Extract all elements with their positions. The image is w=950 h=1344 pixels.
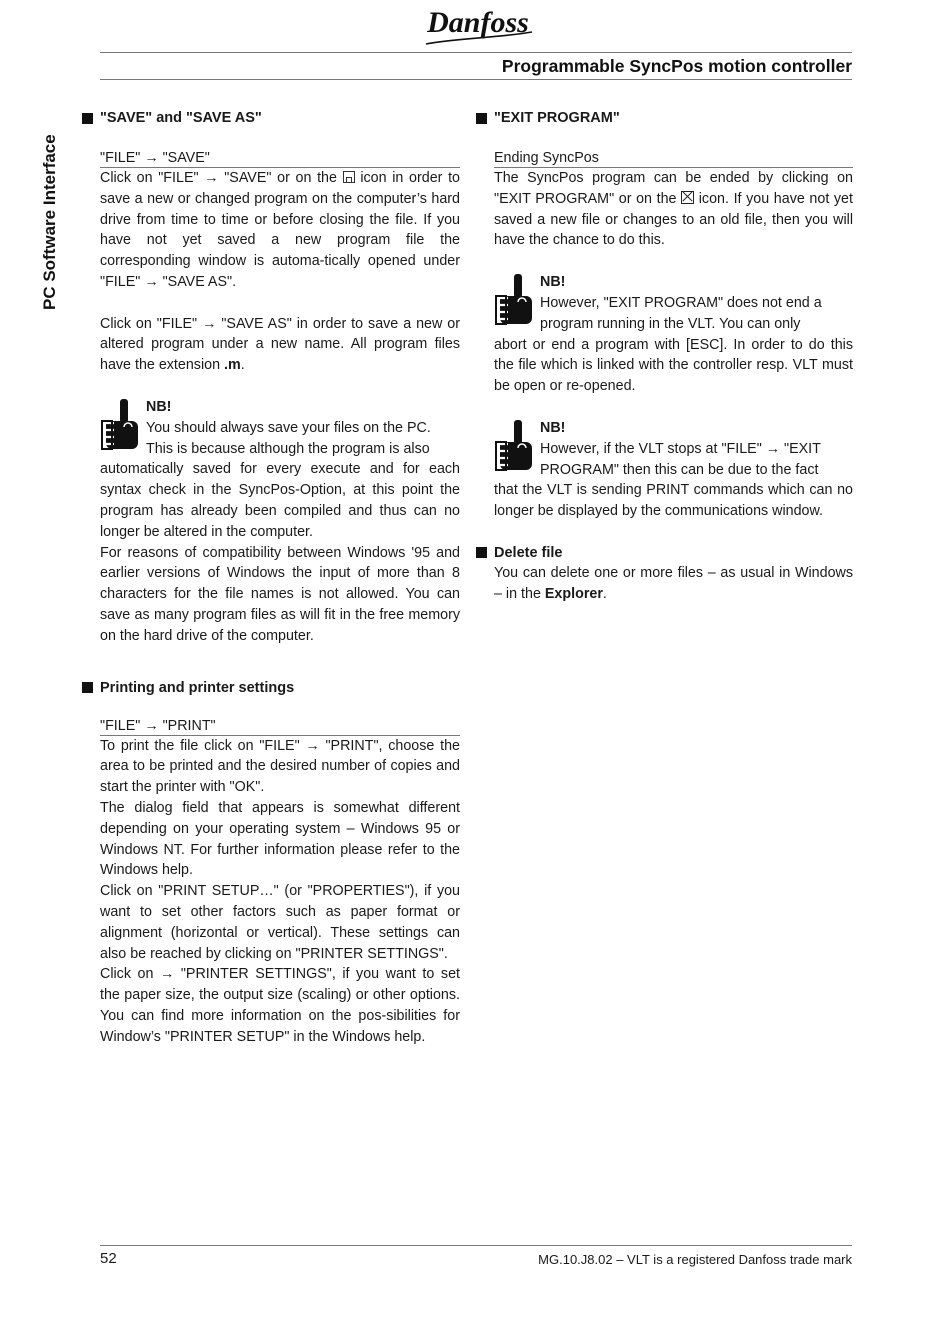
- danfoss-logo: [418, 2, 538, 48]
- nb-label: NB!: [146, 398, 172, 415]
- side-section-label: PC Software Interface: [40, 134, 59, 310]
- section-heading-exit: "EXIT PROGRAM": [476, 108, 853, 128]
- save-paragraph-compat: For reasons of compatibility between Windows '95 and earlier versions of Windows the input of more than 8 characters for the file names is not allowed. You can save as many program files as will fit in the free memory on the hard drive of the computer.: [100, 544, 460, 644]
- pointing-hand-icon: [494, 418, 534, 476]
- header-rule-bottom: [100, 79, 852, 80]
- exit-paragraph-1: The SyncPos program can be ended by clicking on "EXIT PROGRAM" or on the icon. If you have not yet saved a new file or changes to an old file, then you will have the chance to do this.: [494, 170, 853, 249]
- left-column: [82, 108, 460, 1047]
- print-paragraph-2: The dialog field that appears is somewhat different depending on your operating system – Windows 95 or Windows NT. For further information please refer to the Windows help.: [100, 799, 460, 879]
- section-heading-print: Printing and printer settings: [82, 678, 460, 698]
- delete-paragraph: You can delete one or more files – as usual in Windows – in the Explorer.: [494, 564, 853, 602]
- nb-note-exit-2: NB! However, if the VLT stops at "FILE" → "EXIT PROGRAM" then this can be due to the fact that the VLT is sending PRINT commands which can no longer be displayed by the communications window.: [494, 419, 853, 520]
- page-number: 52: [100, 1250, 117, 1267]
- footer-trademark: MG.10.J8.02 – VLT is a registered Danfoss trade mark: [538, 1252, 852, 1267]
- pointing-hand-icon: [494, 272, 534, 330]
- save-paragraph-2: Click on "FILE" → "SAVE AS" in order to save a new or altered program under a new name. All program files have the extension .m.: [100, 315, 460, 374]
- header-rule-top: [100, 52, 852, 53]
- nb-note-exit-1: NB! However, "EXIT PROGRAM" does not end a program running in the VLT. You can only abort or end a program with [ESC]. In order to do this the file which is linked with the controller resp. VLT must be open or re-opened.: [494, 274, 853, 395]
- bullet-square-icon: [476, 113, 487, 124]
- section-heading-delete: Delete file: [476, 543, 853, 563]
- print-paragraph-4: Click on → "PRINTER SETTINGS", if you want to set the paper size, the output size (scaling) or other options. You can find more information on the pos-sibilities for Window’s "PRINTER SETUP" in the Windows help.: [100, 966, 460, 1045]
- pointing-hand-icon: [100, 397, 140, 455]
- save-paragraph-1: Click on "FILE" → "SAVE" or on the icon in order to save a new or changed program on the computer’s hard drive from time to time or before closing the file. If you have not yet saved a new program file the corresponding window is automa-tically opened under "FILE" → "SAVE AS".: [100, 170, 461, 290]
- close-box-icon: [681, 191, 694, 204]
- document-title: Programmable SyncPos motion controller: [501, 56, 852, 76]
- section-heading-save: "SAVE" and "SAVE AS": [82, 108, 460, 128]
- print-paragraph-3: Click on "PRINT SETUP…" (or "PROPERTIES"), if you want to set other factors such as paper format or alignment (horizontal or vertical). These settings can also be reached by clicking on "PRINTER SETTINGS".: [100, 883, 460, 962]
- footer-rule: [100, 1245, 852, 1246]
- subheading-file-save: "FILE" → "SAVE": [100, 150, 460, 168]
- svg-text:Danfoss: Danfoss: [427, 6, 529, 39]
- bullet-square-icon: [82, 682, 93, 693]
- bullet-square-icon: [476, 547, 487, 558]
- subheading-ending-syncpos: Ending SyncPos: [494, 150, 853, 168]
- subheading-file-print: "FILE" → "PRINT": [100, 718, 460, 736]
- nb-label: NB!: [540, 419, 566, 436]
- bullet-square-icon: [82, 113, 93, 124]
- nb-note-save: NB! You should always save your files on the PC. This is because although the program is also automatically saved for every execute and for each syntax check in the SyncPos-Option, at this point the program has already been compiled and thus can no longer be altered in the computer. For reasons of compatibility between Windows '95 and earlier versions of Windows the input of more than 8 characters for the file names is not allowed. You can save as many program files as will fit in the free memory on the hard drive of the computer.: [82, 397, 460, 647]
- right-column: [476, 108, 853, 605]
- nb-label: NB!: [540, 274, 566, 291]
- print-paragraph-1: To print the file click on "FILE" → "PRINT", choose the area to be printed and the desired number of copies and start the printer with "OK".: [100, 737, 460, 796]
- save-disk-icon: [343, 171, 355, 183]
